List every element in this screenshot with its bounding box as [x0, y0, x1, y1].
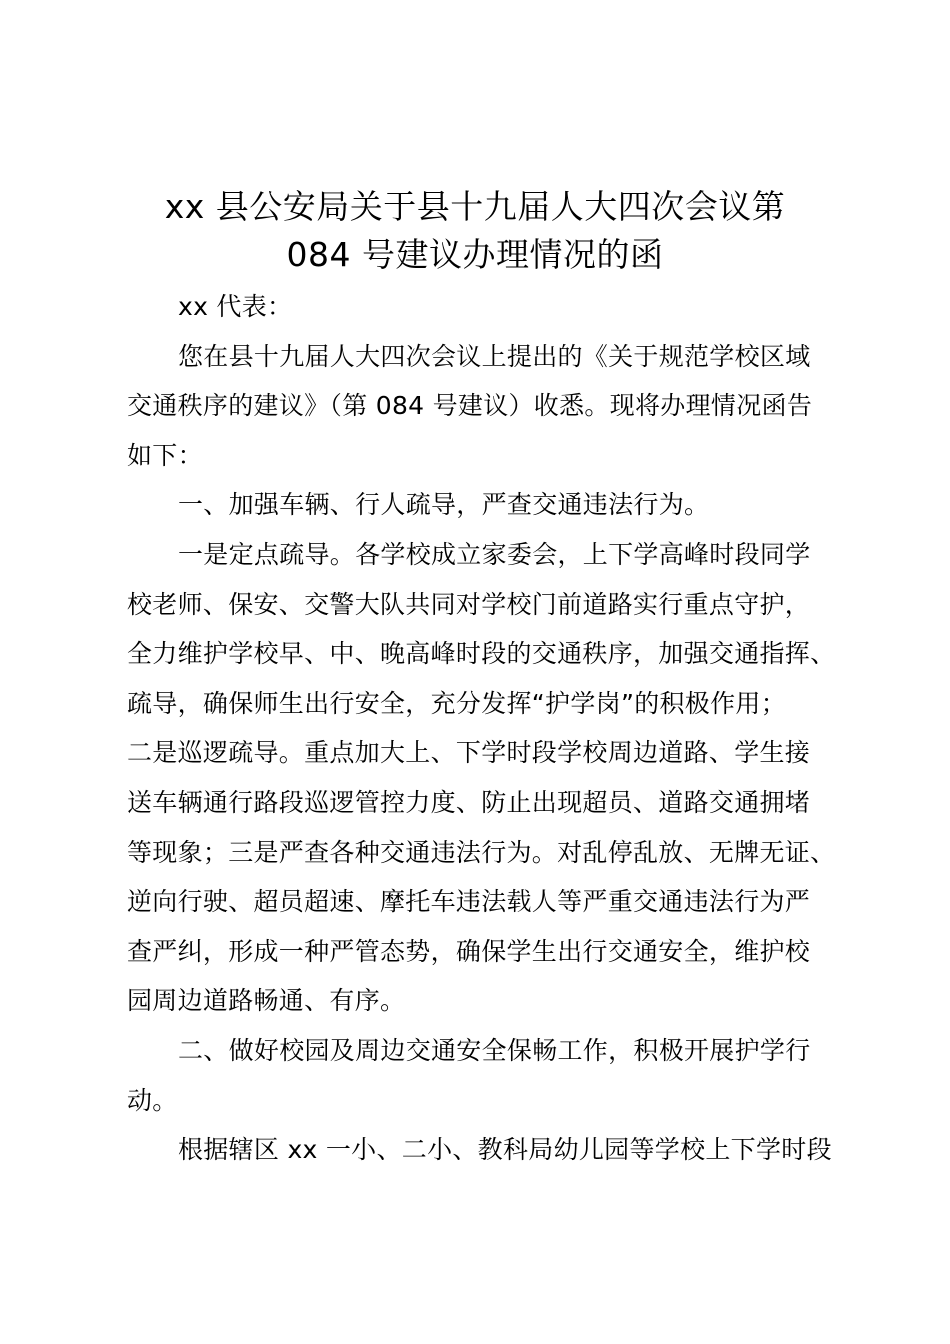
title-line-1: xx 县公安局关于县十九届人大四次会议第: [164, 187, 786, 226]
paragraph-line: 二是巡逻疏导。重点加大上、下学时段学校周边道路、学生接: [127, 738, 811, 768]
paragraph-line: 等现象；三是严查各种交通违法行为。对乱停乱放、无牌无证、: [127, 837, 836, 867]
document-body: [127, 282, 843, 1175]
section-heading-1: 一、加强车辆、行人疏导，严查交通违法行为。: [178, 490, 710, 520]
paragraph-line: 如下：: [127, 440, 203, 470]
section-heading-2: 二、做好校园及周边交通安全保畅工作，积极开展护学行: [178, 1035, 811, 1065]
paragraph-line: 送车辆通行路段巡逻管控力度、防止出现超员、道路交通拥堵: [127, 787, 811, 817]
salutation: xx 代表：: [178, 292, 293, 321]
document-title: [100, 183, 850, 279]
paragraph-line: 逆向行驶、超员超速、摩托车违法载人等严重交通违法行为严: [127, 887, 811, 917]
paragraph-line: 一是定点疏导。各学校成立家委会，上下学高峰时段同学: [178, 539, 811, 569]
paragraph-line: 园周边道路畅通、有序。: [127, 986, 406, 1016]
paragraph-line: 您在县十九届人大四次会议上提出的《关于规范学校区域: [178, 341, 811, 371]
paragraph-line: 全力维护学校早、中、晚高峰时段的交通秩序，加强交通指挥、: [127, 639, 836, 669]
paragraph-line: 疏导，确保师生出行安全，充分发挥“护学岗”的积极作用；: [127, 688, 787, 718]
paragraph-line: 查严纠，形成一种严管态势，确保学生出行交通安全，维护校: [127, 936, 811, 966]
paragraph-line: 交通秩序的建议》（第 084 号建议）收悉。现将办理情况函告: [127, 391, 813, 421]
section-heading-2-continued: 动。: [127, 1085, 178, 1115]
paragraph-line: 根据辖区 xx 一小、二小、教科局幼儿园等学校上下学时段: [178, 1135, 832, 1165]
paragraph-line: 校老师、保安、交警大队共同对学校门前道路实行重点守护，: [127, 589, 811, 619]
title-line-2: 084 号建议办理情况的函: [286, 235, 664, 274]
